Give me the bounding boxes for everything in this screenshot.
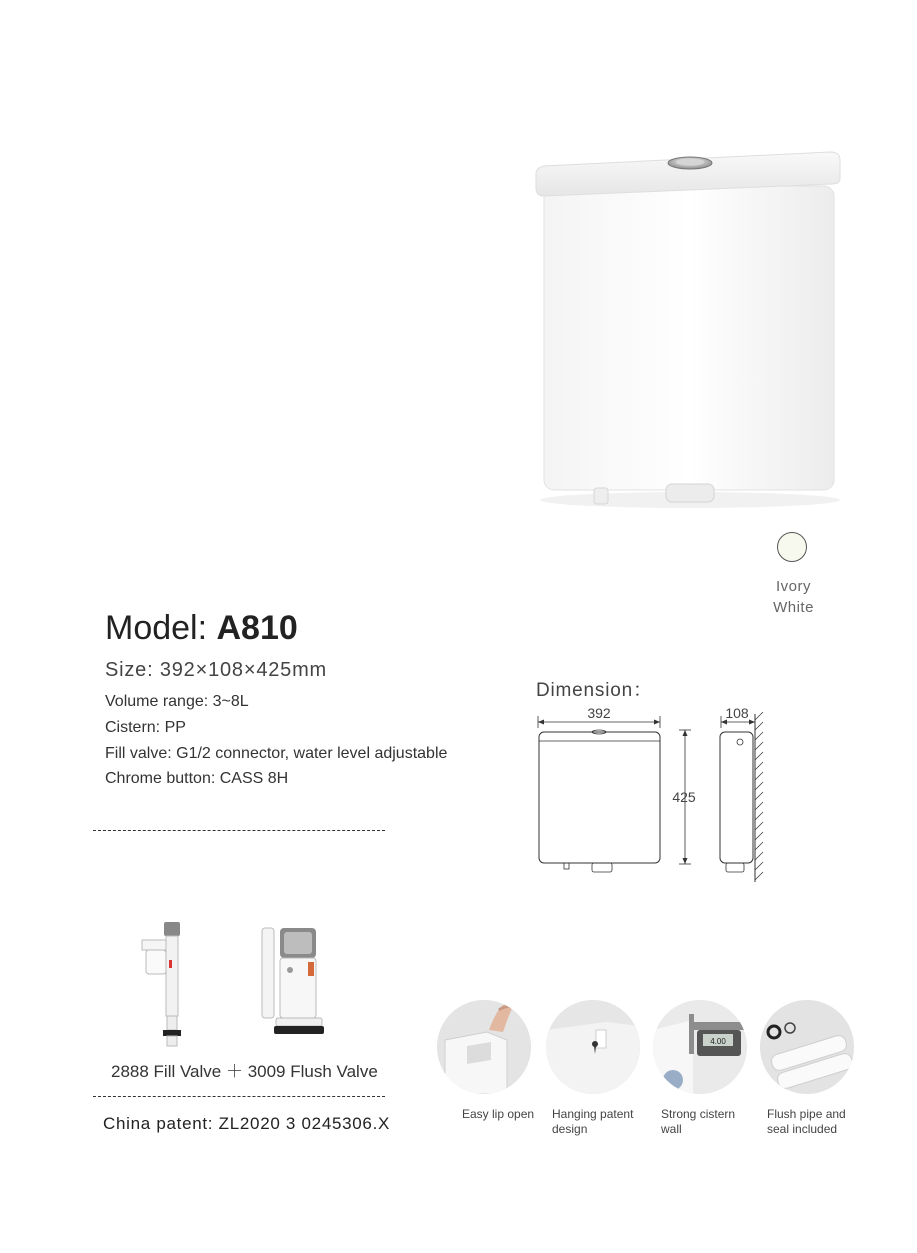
spec-volume: Volume range: 3~8L bbox=[105, 693, 249, 710]
feature-strong-wall-image bbox=[653, 1000, 747, 1094]
pipe-seal-icon bbox=[760, 1000, 854, 1094]
spec-cistern: Cistern: PP bbox=[105, 719, 186, 736]
patent-number: China patent: ZL2020 3 0245306.X bbox=[103, 1114, 391, 1133]
size-line bbox=[105, 659, 327, 682]
dimension-label: Dimension： bbox=[536, 680, 653, 701]
valves-caption: 2888 Fill Valve ＋ 3009 Flush Valve bbox=[111, 1062, 378, 1081]
caliper-icon bbox=[653, 1000, 747, 1094]
spec-fill-valve: Fill valve: G1/2 connector, water level adjustable bbox=[105, 745, 448, 762]
svg-text:4.00: 4.00 bbox=[710, 1037, 726, 1046]
fill-valve-image bbox=[132, 920, 192, 1048]
feature-label: Flush pipe and seal included bbox=[767, 1107, 846, 1136]
color-swatch bbox=[777, 532, 807, 562]
dim-height: 425 bbox=[672, 789, 696, 805]
feature-label: Hanging patent design bbox=[552, 1107, 634, 1136]
color-label: Ivory White bbox=[773, 578, 814, 616]
wall-hook-icon bbox=[546, 1000, 640, 1094]
hand-lid-icon bbox=[437, 1000, 531, 1094]
feature-label: Strong cistern wall bbox=[661, 1107, 736, 1136]
feature-label: Easy lip open bbox=[462, 1107, 535, 1121]
size-value: 392×108×425mm bbox=[159, 659, 328, 681]
divider bbox=[93, 1096, 385, 1097]
flush-valve-image bbox=[252, 922, 332, 1042]
dimension-drawing bbox=[530, 700, 780, 890]
feature-easy-lid-image bbox=[437, 1000, 531, 1094]
size-label: Size: bbox=[105, 659, 160, 681]
cistern-image bbox=[530, 150, 850, 520]
dim-depth: 108 bbox=[725, 705, 749, 721]
feature-hanging-image bbox=[546, 1000, 640, 1094]
dim-width: 392 bbox=[587, 705, 611, 721]
model-code: A810 bbox=[216, 609, 298, 647]
divider bbox=[93, 830, 385, 831]
feature-pipe-seal-image bbox=[760, 1000, 854, 1094]
model-title bbox=[105, 609, 298, 648]
model-prefix: Model: bbox=[105, 609, 217, 647]
spec-chrome-button: Chrome button: CASS 8H bbox=[105, 770, 289, 787]
